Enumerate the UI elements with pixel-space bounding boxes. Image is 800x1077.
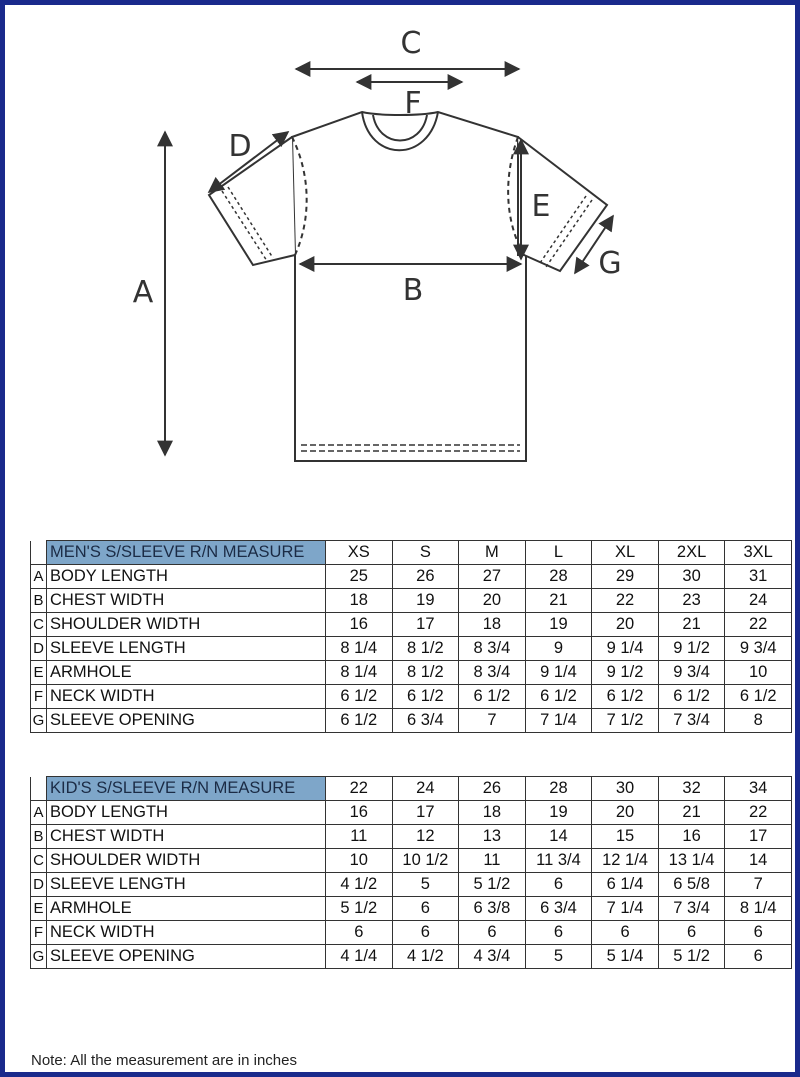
measurement-cell: 8 1/2 bbox=[392, 661, 459, 685]
measurement-cell: 11 bbox=[326, 825, 393, 849]
measurement-cell: 8 1/2 bbox=[392, 637, 459, 661]
measurement-cell: 5 1/4 bbox=[592, 945, 659, 969]
table-row bbox=[31, 873, 792, 897]
measurement-cell: 6 bbox=[592, 921, 659, 945]
measurement-cell: 22 bbox=[725, 613, 792, 637]
table-row bbox=[31, 637, 792, 661]
measurement-cell: 8 bbox=[725, 709, 792, 733]
size-header: XS bbox=[326, 541, 393, 565]
measurement-cell: 5 1/2 bbox=[658, 945, 725, 969]
size-header: 22 bbox=[326, 777, 393, 801]
row-letter: E bbox=[31, 661, 47, 685]
measurement-cell: 4 1/4 bbox=[326, 945, 393, 969]
row-letter: F bbox=[31, 921, 47, 945]
row-name: BODY LENGTH bbox=[47, 801, 326, 825]
measurement-cell: 7 1/4 bbox=[525, 709, 592, 733]
size-header: XL bbox=[592, 541, 659, 565]
measurement-cell: 10 bbox=[326, 849, 393, 873]
row-letter: A bbox=[31, 565, 47, 589]
measurement-cell: 21 bbox=[525, 589, 592, 613]
measurement-cell: 25 bbox=[326, 565, 393, 589]
measurement-cell: 6 bbox=[525, 873, 592, 897]
measurement-cell: 6 bbox=[459, 921, 526, 945]
table-row bbox=[31, 825, 792, 849]
measurement-cell: 5 1/2 bbox=[326, 897, 393, 921]
measurement-cell: 5 1/2 bbox=[459, 873, 526, 897]
measurement-cell: 9 3/4 bbox=[725, 637, 792, 661]
label-d: D bbox=[228, 129, 252, 164]
row-letter: D bbox=[31, 873, 47, 897]
measurement-cell: 31 bbox=[725, 565, 792, 589]
measurement-cell: 18 bbox=[459, 613, 526, 637]
measurement-cell: 6 3/4 bbox=[392, 709, 459, 733]
measurement-cell: 4 1/2 bbox=[392, 945, 459, 969]
measurement-cell: 23 bbox=[658, 589, 725, 613]
measurement-cell: 11 3/4 bbox=[525, 849, 592, 873]
row-name: BODY LENGTH bbox=[47, 565, 326, 589]
measurement-cell: 6 1/2 bbox=[459, 685, 526, 709]
measurement-cell: 8 1/4 bbox=[326, 637, 393, 661]
measurement-cell: 6 1/2 bbox=[525, 685, 592, 709]
table-row bbox=[31, 945, 792, 969]
row-name: NECK WIDTH bbox=[47, 685, 326, 709]
measurement-cell: 18 bbox=[326, 589, 393, 613]
measurement-cell: 7 3/4 bbox=[658, 709, 725, 733]
row-letter: D bbox=[31, 637, 47, 661]
measurement-cell: 15 bbox=[592, 825, 659, 849]
table-title: MEN'S S/SLEEVE R/N MEASURE bbox=[47, 541, 326, 565]
measurement-cell: 8 1/4 bbox=[725, 897, 792, 921]
measurement-cell: 6 bbox=[392, 897, 459, 921]
row-name: SLEEVE LENGTH bbox=[47, 637, 326, 661]
measurement-cell: 14 bbox=[525, 825, 592, 849]
table-header-row bbox=[31, 541, 792, 565]
measurement-cell: 9 1/2 bbox=[592, 661, 659, 685]
measurement-cell: 22 bbox=[725, 801, 792, 825]
label-g: G bbox=[598, 246, 622, 281]
row-letter: C bbox=[31, 849, 47, 873]
measurement-cell: 17 bbox=[392, 613, 459, 637]
measurement-cell: 19 bbox=[525, 801, 592, 825]
label-f: F bbox=[404, 86, 422, 121]
size-header: 34 bbox=[725, 777, 792, 801]
measurement-cell: 18 bbox=[459, 801, 526, 825]
size-header: 3XL bbox=[725, 541, 792, 565]
table-row bbox=[31, 897, 792, 921]
measurement-cell: 16 bbox=[658, 825, 725, 849]
table-row bbox=[31, 613, 792, 637]
measurement-cell: 8 1/4 bbox=[326, 661, 393, 685]
measurement-cell: 6 bbox=[725, 945, 792, 969]
size-header: 30 bbox=[592, 777, 659, 801]
measurement-cell: 17 bbox=[392, 801, 459, 825]
measurement-cell: 8 3/4 bbox=[459, 661, 526, 685]
measurement-cell: 9 bbox=[525, 637, 592, 661]
measurement-cell: 9 3/4 bbox=[658, 661, 725, 685]
row-name: ARMHOLE bbox=[47, 897, 326, 921]
kids-table-body bbox=[31, 777, 792, 969]
measurement-cell: 12 1/4 bbox=[592, 849, 659, 873]
tshirt-diagram bbox=[5, 5, 795, 505]
table-row bbox=[31, 801, 792, 825]
measurement-cell: 6 bbox=[326, 921, 393, 945]
measurement-cell: 12 bbox=[392, 825, 459, 849]
measurement-cell: 28 bbox=[525, 565, 592, 589]
table-row bbox=[31, 661, 792, 685]
measurement-cell: 6 3/8 bbox=[459, 897, 526, 921]
label-b: B bbox=[402, 273, 424, 308]
size-header: 24 bbox=[392, 777, 459, 801]
label-a: A bbox=[132, 275, 154, 310]
header-blank-cell bbox=[31, 777, 47, 801]
measurement-cell: 9 1/2 bbox=[658, 637, 725, 661]
size-header: L bbox=[525, 541, 592, 565]
size-header: 2XL bbox=[658, 541, 725, 565]
size-header: 26 bbox=[459, 777, 526, 801]
row-letter: B bbox=[31, 589, 47, 613]
row-name: NECK WIDTH bbox=[47, 921, 326, 945]
measurement-cell: 19 bbox=[525, 613, 592, 637]
measurement-cell: 8 3/4 bbox=[459, 637, 526, 661]
measurement-cell: 29 bbox=[592, 565, 659, 589]
measurement-note: Note: All the measurement are in inches bbox=[31, 1052, 297, 1069]
size-header: 28 bbox=[525, 777, 592, 801]
row-letter: G bbox=[31, 945, 47, 969]
measurement-cell: 10 bbox=[725, 661, 792, 685]
measurement-cell: 11 bbox=[459, 849, 526, 873]
measurement-cell: 6 1/2 bbox=[326, 685, 393, 709]
row-letter: C bbox=[31, 613, 47, 637]
measurement-cell: 6 1/2 bbox=[725, 685, 792, 709]
row-name: SLEEVE LENGTH bbox=[47, 873, 326, 897]
measurement-cell: 16 bbox=[326, 801, 393, 825]
measurement-cell: 24 bbox=[725, 589, 792, 613]
measurement-cell: 30 bbox=[658, 565, 725, 589]
measurement-cell: 7 bbox=[459, 709, 526, 733]
size-header: M bbox=[459, 541, 526, 565]
measurement-cell: 22 bbox=[592, 589, 659, 613]
row-name: SLEEVE OPENING bbox=[47, 945, 326, 969]
measurement-cell: 6 bbox=[725, 921, 792, 945]
measurement-cell: 16 bbox=[326, 613, 393, 637]
measurement-cell: 5 bbox=[525, 945, 592, 969]
table-row bbox=[31, 921, 792, 945]
measurement-cell: 6 1/2 bbox=[326, 709, 393, 733]
measurement-cell: 7 bbox=[725, 873, 792, 897]
measurement-cell: 9 1/4 bbox=[592, 637, 659, 661]
measurement-cell: 10 1/2 bbox=[392, 849, 459, 873]
header-blank-cell bbox=[31, 541, 47, 565]
measurement-cell: 6 bbox=[392, 921, 459, 945]
label-e: E bbox=[531, 189, 551, 224]
measurement-cell: 21 bbox=[658, 613, 725, 637]
measurement-cell: 13 1/4 bbox=[658, 849, 725, 873]
measurement-cell: 17 bbox=[725, 825, 792, 849]
measurement-cell: 6 bbox=[525, 921, 592, 945]
row-letter: A bbox=[31, 801, 47, 825]
mens-size-table bbox=[30, 540, 792, 733]
measurement-cell: 6 1/2 bbox=[592, 685, 659, 709]
measurement-cell: 4 3/4 bbox=[459, 945, 526, 969]
measurement-cell: 13 bbox=[459, 825, 526, 849]
measurement-cell: 6 bbox=[658, 921, 725, 945]
table-row bbox=[31, 565, 792, 589]
size-header: S bbox=[392, 541, 459, 565]
label-c: C bbox=[400, 26, 422, 61]
row-name: SHOULDER WIDTH bbox=[47, 849, 326, 873]
measurement-cell: 26 bbox=[392, 565, 459, 589]
table-row bbox=[31, 709, 792, 733]
row-letter: B bbox=[31, 825, 47, 849]
kids-size-table bbox=[30, 776, 792, 969]
measurement-cell: 9 1/4 bbox=[525, 661, 592, 685]
measurement-cell: 20 bbox=[459, 589, 526, 613]
table-header-row bbox=[31, 777, 792, 801]
measurement-cell: 6 5/8 bbox=[658, 873, 725, 897]
mens-table-body bbox=[31, 541, 792, 733]
row-name: CHEST WIDTH bbox=[47, 589, 326, 613]
measurement-cell: 5 bbox=[392, 873, 459, 897]
table-row bbox=[31, 685, 792, 709]
measurement-cell: 21 bbox=[658, 801, 725, 825]
measurement-cell: 7 3/4 bbox=[658, 897, 725, 921]
size-header: 32 bbox=[658, 777, 725, 801]
row-name: SHOULDER WIDTH bbox=[47, 613, 326, 637]
table-row bbox=[31, 849, 792, 873]
row-letter: G bbox=[31, 709, 47, 733]
measurement-cell: 6 3/4 bbox=[525, 897, 592, 921]
row-name: CHEST WIDTH bbox=[47, 825, 326, 849]
measurement-cell: 20 bbox=[592, 801, 659, 825]
row-letter: F bbox=[31, 685, 47, 709]
measurement-cell: 14 bbox=[725, 849, 792, 873]
measurement-cell: 27 bbox=[459, 565, 526, 589]
table-title: KID'S S/SLEEVE R/N MEASURE bbox=[47, 777, 326, 801]
row-name: SLEEVE OPENING bbox=[47, 709, 326, 733]
measurement-cell: 6 1/2 bbox=[392, 685, 459, 709]
measurement-cell: 4 1/2 bbox=[326, 873, 393, 897]
measurement-cell: 7 1/4 bbox=[592, 897, 659, 921]
measurement-cell: 19 bbox=[392, 589, 459, 613]
measurement-cell: 6 1/4 bbox=[592, 873, 659, 897]
row-name: ARMHOLE bbox=[47, 661, 326, 685]
row-letter: E bbox=[31, 897, 47, 921]
measurement-cell: 20 bbox=[592, 613, 659, 637]
measurement-cell: 6 1/2 bbox=[658, 685, 725, 709]
table-row bbox=[31, 589, 792, 613]
measurement-cell: 7 1/2 bbox=[592, 709, 659, 733]
